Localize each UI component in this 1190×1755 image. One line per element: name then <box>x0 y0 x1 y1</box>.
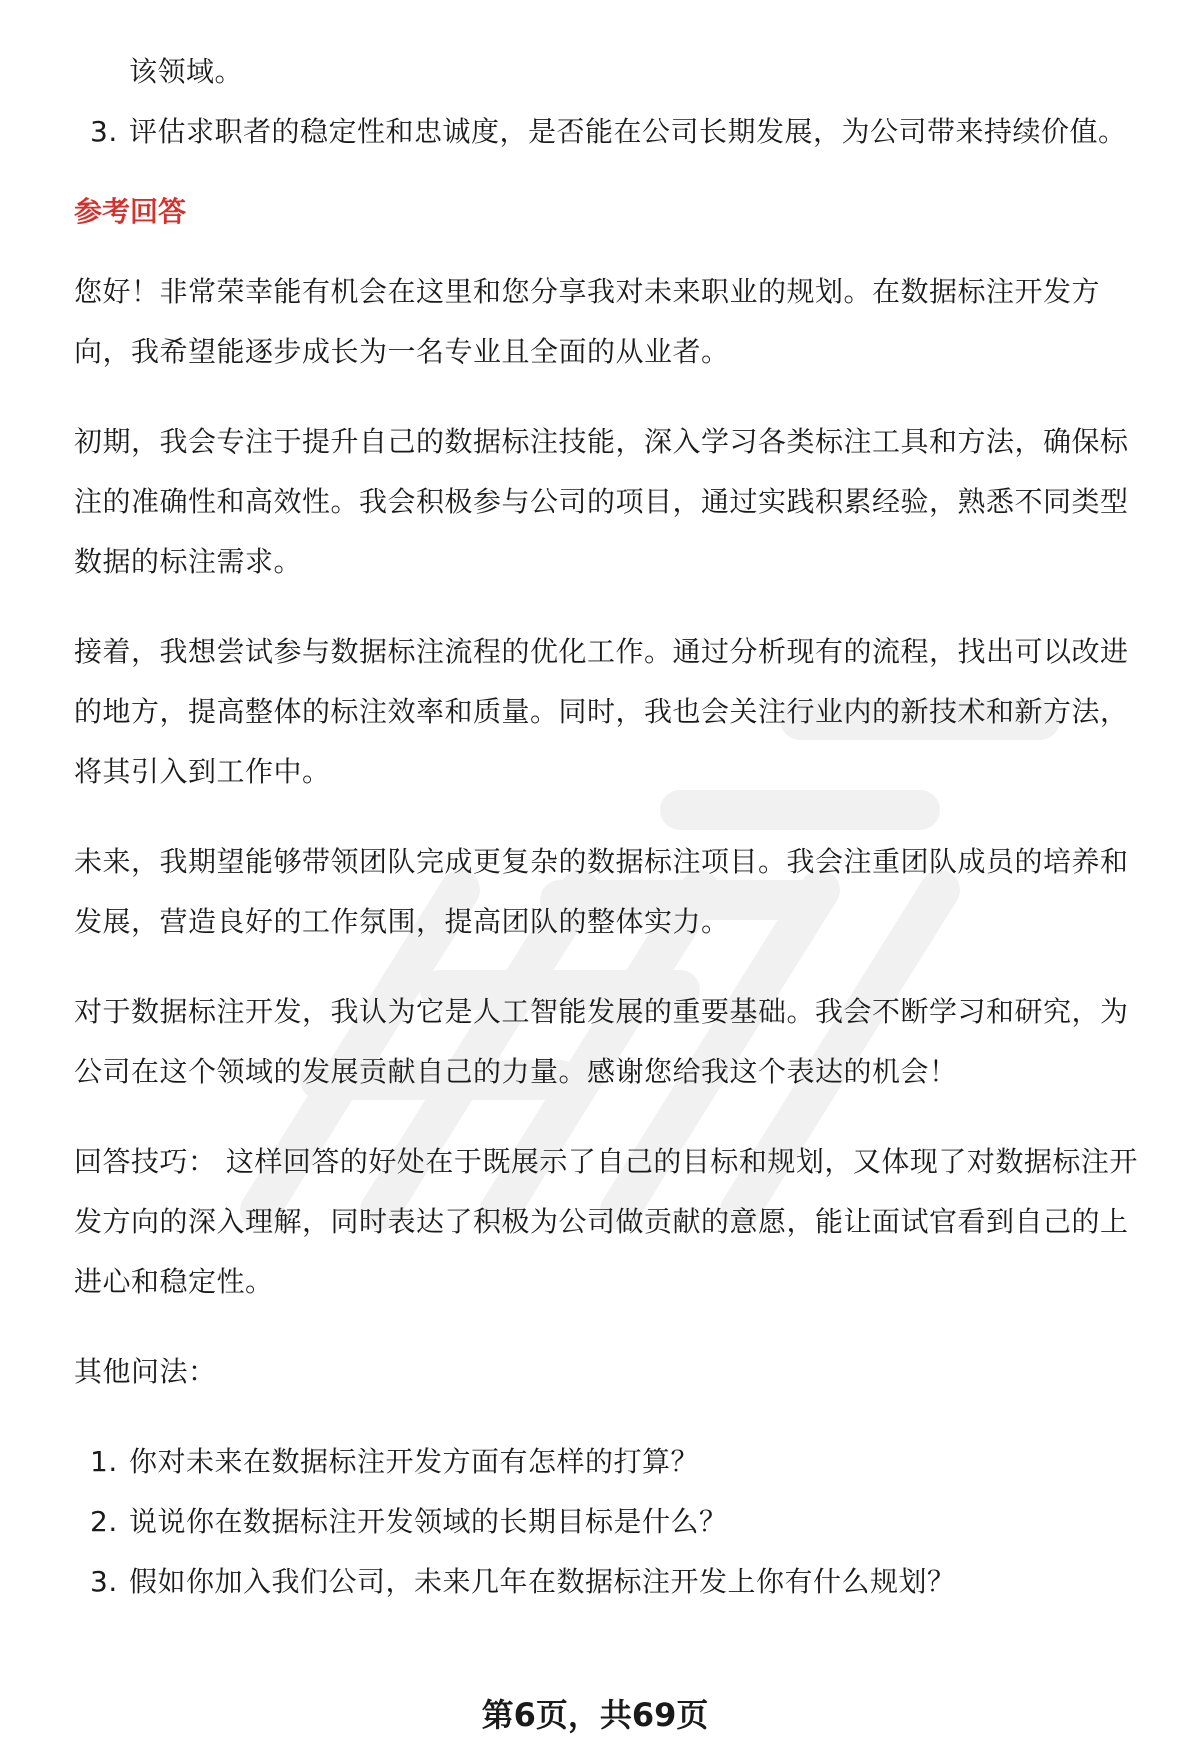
document-content <box>74 42 1154 1612</box>
list-item-text: 你对未来在数据标注开发方面有怎样的打算？ <box>129 1445 700 1478</box>
list-item-text: 评估求职者的稳定性和忠诚度，是否能在公司长期发展，为公司带来持续价值。 <box>129 115 1127 148</box>
section-heading: 参考回答 <box>74 195 187 228</box>
other-questions-label: 其他问法： <box>74 1355 217 1388</box>
list-number: 2. <box>90 1505 118 1538</box>
list-number: 3. <box>90 1565 118 1598</box>
answer-paragraph-4: 未来，我期望能够带领团队完成更复杂的数据标注项目。我会注重团队成员的培养和发展，营造良好的工作氛围，提高团队的整体实力。 <box>74 845 1129 938</box>
evaluation-list <box>74 102 1154 162</box>
list-item-continuation: 该领域。 <box>129 55 244 88</box>
page-footer: 第6页，共69页 <box>481 1696 709 1734</box>
list-item <box>74 1432 1154 1492</box>
list-number: 1. <box>90 1445 118 1478</box>
list-item-text: 说说你在数据标注开发领域的长期目标是什么？ <box>129 1505 728 1538</box>
list-item <box>74 1552 1154 1612</box>
list-item <box>74 102 1154 162</box>
other-questions-list <box>74 1432 1154 1612</box>
answer-paragraph-1: 您好！非常荣幸能有机会在这里和您分享我对未来职业的规划。在数据标注开发方向，我希望能逐步成长为一名专业且全面的从业者。 <box>74 275 1101 368</box>
list-item-text: 假如你加入我们公司，未来几年在数据标注开发上你有什么规划？ <box>129 1565 956 1598</box>
answer-paragraph-5: 对于数据标注开发，我认为它是人工智能发展的重要基础。我会不断学习和研究，为公司在这个领域的发展贡献自己的力量。感谢您给我这个表达的机会！ <box>74 995 1129 1088</box>
answer-tips-paragraph: 回答技巧： 这样回答的好处在于既展示了自己的目标和规划，又体现了对数据标注开发方向的深入理解，同时表达了积极为公司做贡献的意愿，能让面试官看到自己的上进心和稳定性。 <box>74 1145 1138 1298</box>
answer-paragraph-2: 初期，我会专注于提升自己的数据标注技能，深入学习各类标注工具和方法，确保标注的准确性和高效性。我会积极参与公司的项目，通过实践积累经验，熟悉不同类型数据的标注需求。 <box>74 425 1129 578</box>
list-number: 3. <box>90 115 118 148</box>
list-item <box>74 1492 1154 1552</box>
answer-paragraph-3: 接着，我想尝试参与数据标注流程的优化工作。通过分析现有的流程，找出可以改进的地方，提高整体的标注效率和质量。同时，我也会关注行业内的新技术和新方法，将其引入到工作中。 <box>74 635 1129 788</box>
